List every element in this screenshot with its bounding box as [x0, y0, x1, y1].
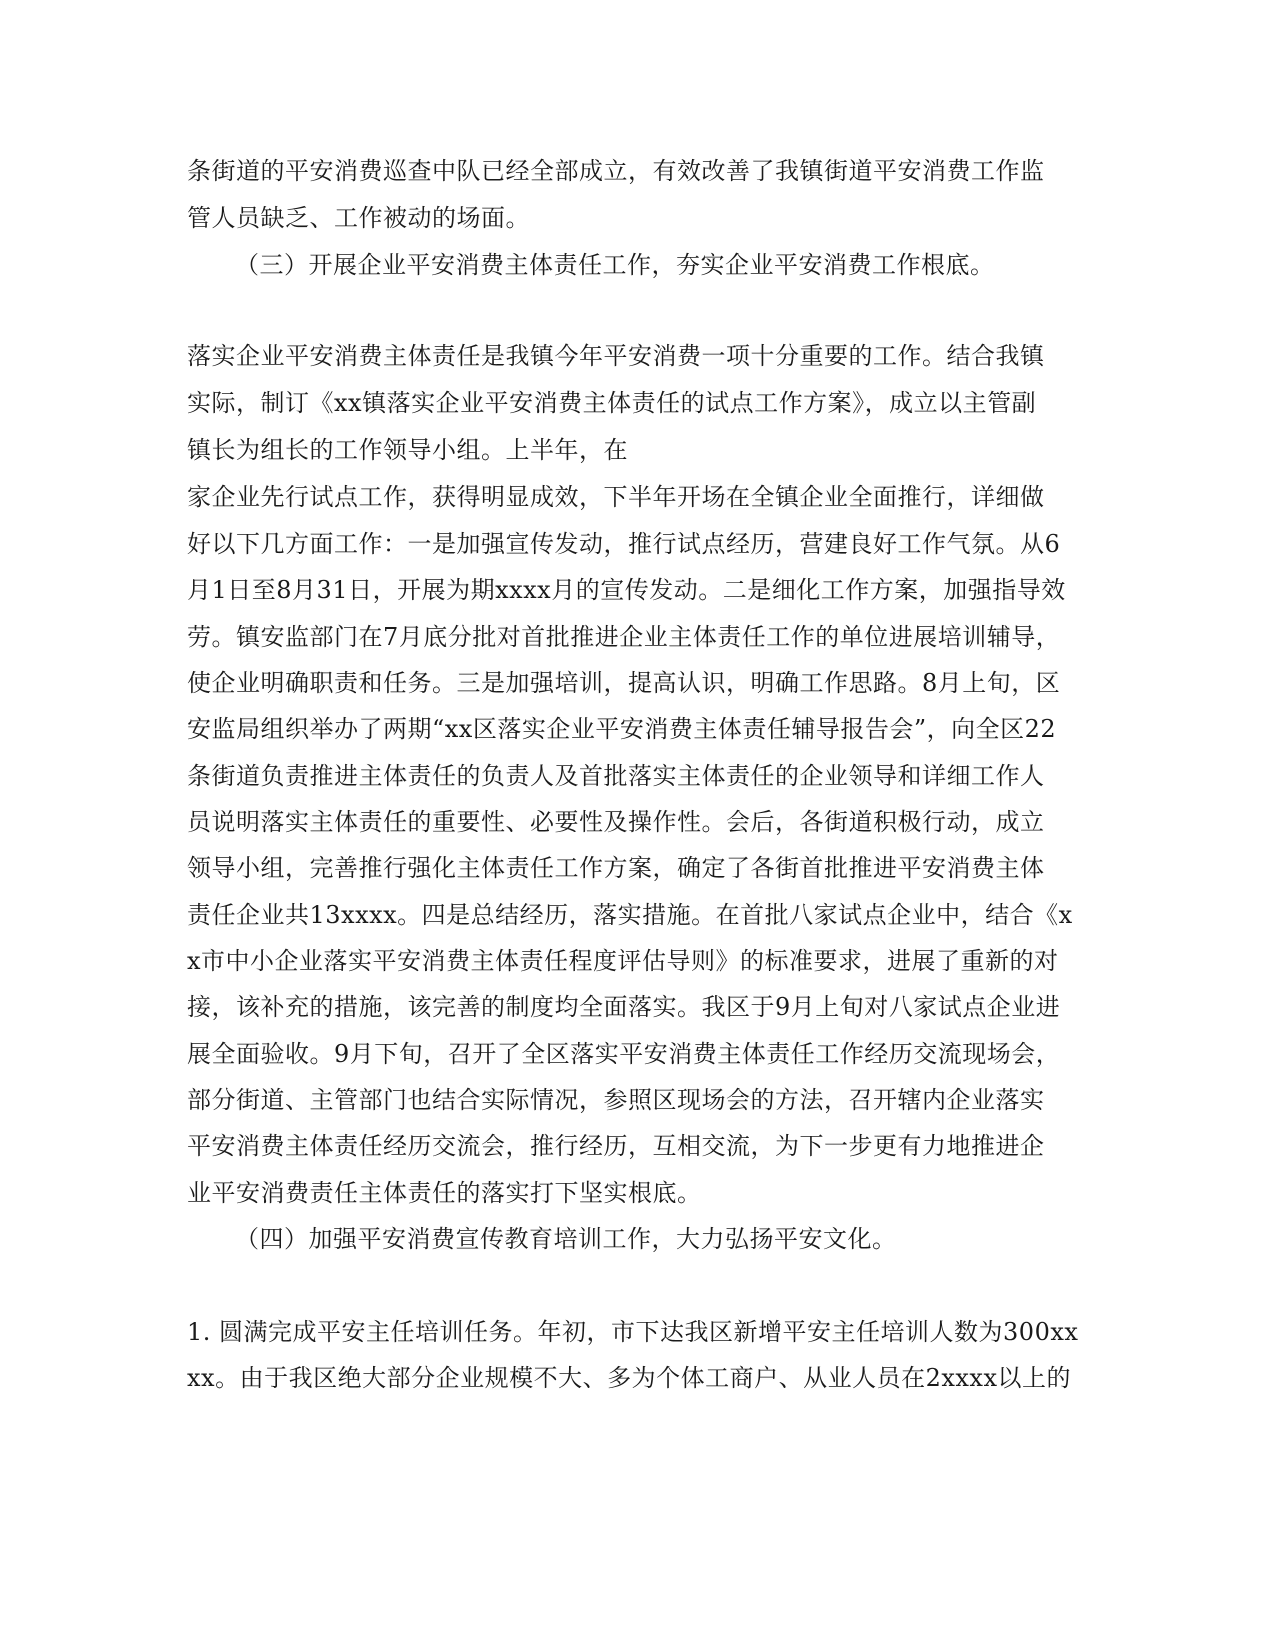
text-line-24: 1. 圆满完成平安主任培训任务。年初，市下达我区新增平安主任培训人数为300xx: [187, 1318, 1079, 1346]
text-line-14: 员说明落实主体责任的重要性、必要性及操作性。会后，各街道积极行动，成立: [187, 808, 1045, 836]
section-heading-4: （四）加强平安消费宣传教育培训工作，大力弘扬平安文化。: [235, 1225, 897, 1253]
text-line-20: 部分街道、主管部门也结合实际情况，参照区现场会的方法，召开辖内企业落实: [187, 1086, 1045, 1114]
section-heading-3: （三）开展企业平安消费主体责任工作，夯实企业平安消费工作根底。: [235, 251, 995, 279]
text-line-13: 条街道负责推进主体责任的负责人及首批落实主体责任的企业领导和详细工作人: [187, 762, 1045, 790]
text-line-1: 条街道的平安消费巡查中队已经全部成立，有效改善了我镇街道平安消费工作监: [187, 157, 1045, 185]
text-line-25: xx。由于我区绝大部分企业规模不大、多为个体工商户、从业人员在2xxxx以上的: [187, 1364, 1071, 1392]
text-line-17: x市中小企业落实平安消费主体责任程度评估导则》的标准要求，进展了重新的对: [187, 947, 1059, 975]
text-line-18: 接，该补充的措施，该完善的制度均全面落实。我区于9月上旬对八家试点企业进: [187, 993, 1061, 1021]
text-line-19: 展全面验收。9月下旬，召开了全区落实平安消费主体责任工作经历交流现场会，: [187, 1040, 1061, 1068]
text-line-6: 镇长为组长的工作领导小组。上半年，在: [187, 436, 628, 464]
text-line-12: 安监局组织举办了两期“xx区落实企业平安消费主体责任辅导报告会”，向全区22: [187, 715, 1057, 743]
text-line-8: 好以下几方面工作：一是加强宣传发动，推行试点经历，营建良好工作气氛。从6: [187, 530, 1061, 558]
text-line-5: 实际，制订《xx镇落实企业平安消费主体责任的试点工作方案》，成立以主管副: [187, 389, 1037, 417]
text-line-11: 使企业明确职责和任务。三是加强培训，提高认识，明确工作思路。8月上旬，区: [187, 669, 1061, 697]
text-line-4: 落实企业平安消费主体责任是我镇今年平安消费一项十分重要的工作。结合我镇: [187, 342, 1045, 370]
text-line-7: 家企业先行试点工作，获得明显成效，下半年开场在全镇企业全面推行，详细做: [187, 483, 1045, 511]
text-line-15: 领导小组，完善推行强化主体责任工作方案，确定了各街首批推进平安消费主体: [187, 854, 1045, 882]
text-line-16: 责任企业共13xxxx。四是总结经历，落实措施。在首批八家试点企业中，结合《x: [187, 901, 1073, 929]
text-line-2: 管人员缺乏、工作被动的场面。: [187, 204, 530, 232]
text-line-10: 劳。镇安监部门在7月底分批对首批推进企业主体责任工作的单位进展培训辅导，: [187, 623, 1061, 651]
text-line-9: 月1日至8月31日，开展为期xxxx月的宣传发动。二是细化工作方案，加强指导效: [187, 576, 1066, 604]
text-line-22: 业平安消费责任主体责任的落实打下坚实根底。: [187, 1179, 702, 1207]
text-line-21: 平安消费主体责任经历交流会，推行经历，互相交流，为下一步更有力地推进企: [187, 1132, 1045, 1160]
